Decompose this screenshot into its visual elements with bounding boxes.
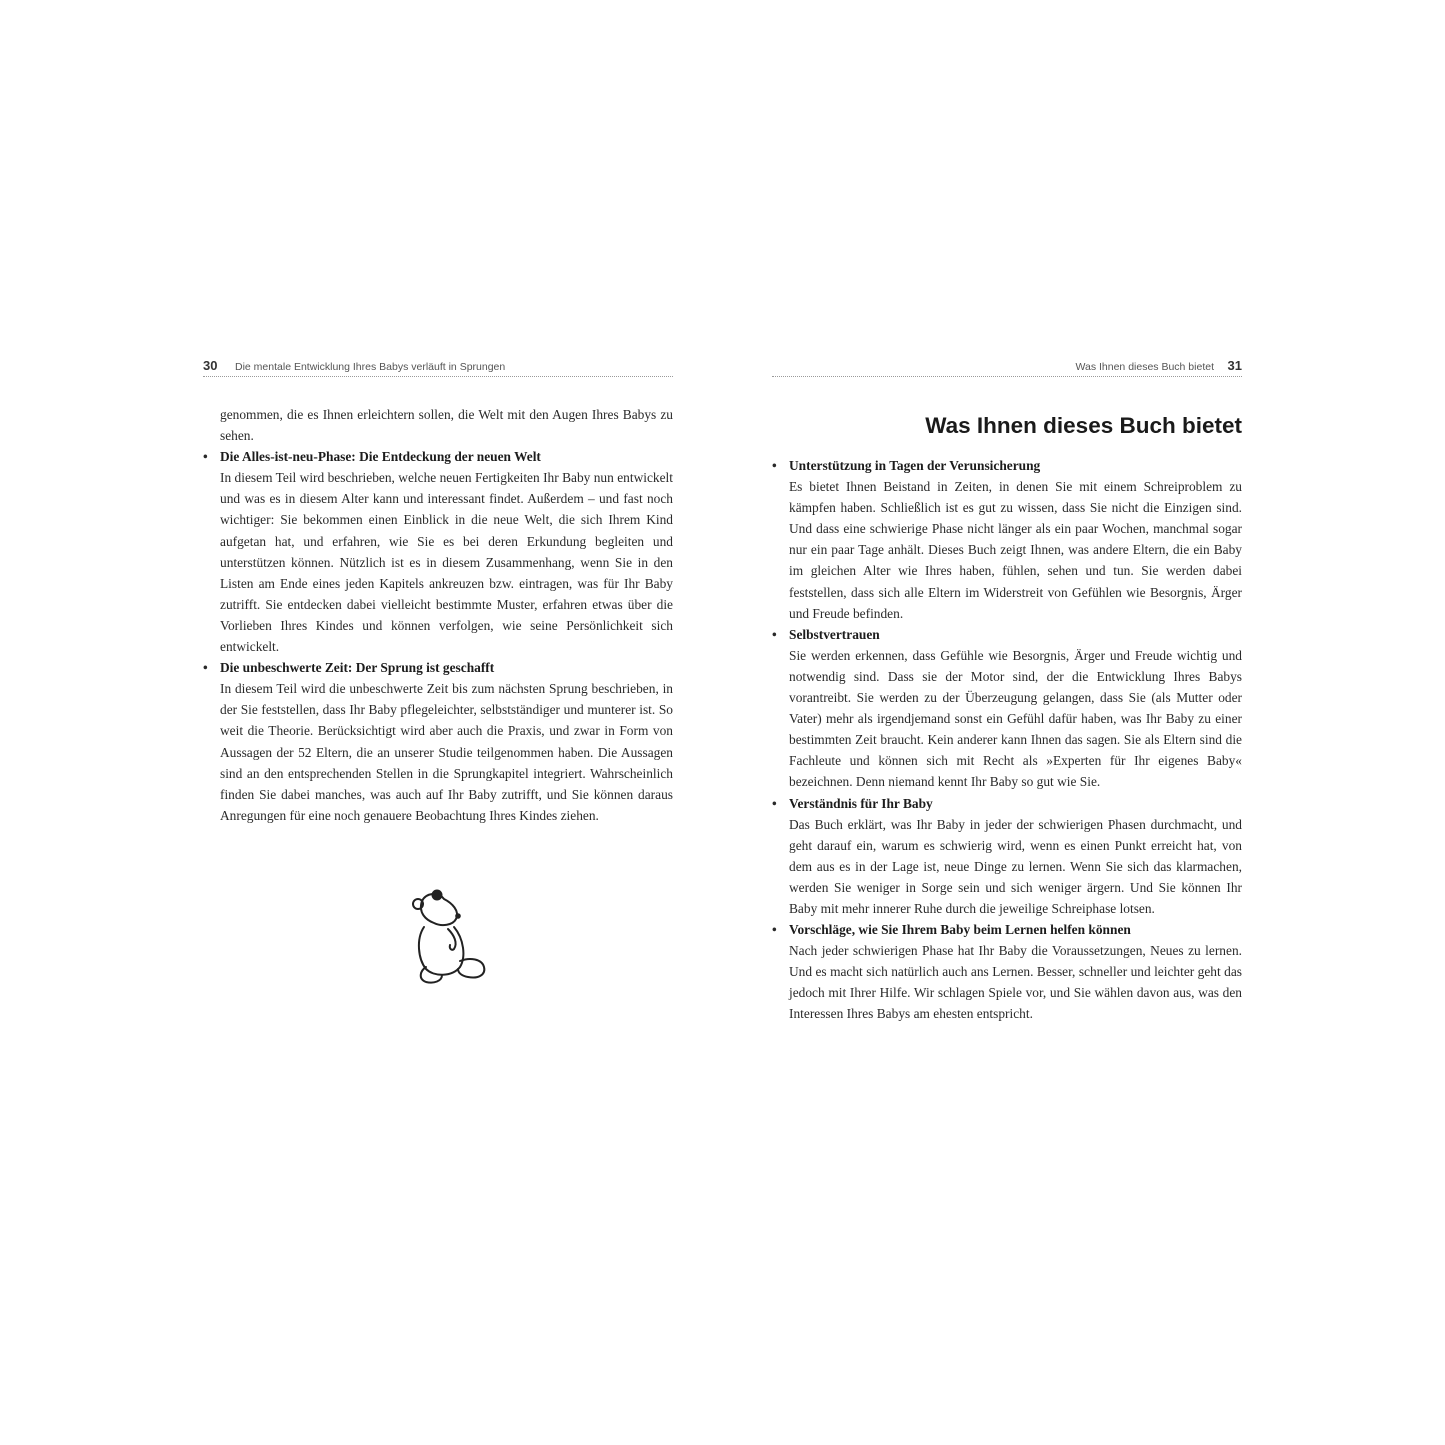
bullet: • (772, 626, 777, 642)
item-title: Unterstützung in Tagen der Verunsicherung (789, 458, 1041, 473)
item-title: Die Alles-ist-neu-Phase: Die Entdeckung der neuen Welt (220, 449, 541, 465)
item-title: Die unbeschwerte Zeit: Der Sprung ist geschafft (220, 660, 495, 676)
running-header-right (772, 356, 1242, 377)
list-item (772, 919, 1242, 1024)
list-item (772, 455, 1242, 624)
list-item (203, 446, 673, 657)
item-text: Nach jeder schwierigen Phase hat Ihr Baby die Voraussetzungen, Neues zu lernen. Und es macht sich natürlich auch ans Lernen. Besser, schneller und leichter geht das jedoch mit Ihrer Hilfe. Wir schlagen Spiele vor, und Sie wählen davon aus, was den Interessen Ihres Babys am ehesten entspricht. (789, 943, 1242, 1022)
page-number: 30 (203, 358, 218, 373)
running-header-left (203, 356, 673, 377)
item-title: Selbstvertrauen (789, 626, 880, 642)
section-heading: Was Ihnen dieses Buch bietet (925, 413, 1242, 438)
item-text: Sie werden erkennen, dass Gefühle wie Besorgnis, Ärger und Freude wichtig und notwendig sind. Dass sie der Motor sind, der die Entwicklung Ihres Babys vorantreibt. Sie werden zu der Überzeugung gelangen, dass Sie (als Mutter oder Vater) mehr als irgendjemand sonst ein Gefühl dafür haben, was Ihr Baby zu einer bestimmten Zeit braucht. Kein anderer kann Ihnen das sagen. Sie als Eltern sind die Fachleute und können sich mit Recht als »Experten für Ihr eigenes Baby« bezeichnen. Denn niemand kennt Ihr Baby so gut wie Sie. (789, 647, 1242, 790)
item-text: Das Buch erklärt, was Ihr Baby in jeder der schwierigen Phasen durchmacht, und geht darauf ein, warum es schwierig wird, wenn es einen Punkt erreicht hat, von dem aus es in der Lage ist, neue Dinge zu lernen. Wenn Sie sich das klarmachen, werden Sie weniger in Sorge sein und sich weniger ärgern. Und Sie können Ihr Baby mit mehr innerer Ruhe durch die jeweilige Schreiphase lotsen. (789, 816, 1242, 916)
list-item (772, 624, 1242, 793)
bullet: • (203, 660, 208, 676)
right-body (772, 455, 1242, 1025)
running-head-text: Die mentale Entwicklung Ihres Babys verläuft in Sprungen (235, 361, 506, 373)
left-body (203, 404, 673, 826)
intro-paragraph: genommen, die es Ihnen erleichtern sollen, die Welt mit den Augen Ihres Babys zu sehen. (220, 407, 673, 444)
left-page (203, 356, 673, 826)
bullet: • (772, 795, 777, 811)
bullet: • (772, 922, 777, 938)
teddy-bear-icon (408, 887, 488, 987)
item-text: In diesem Teil wird die unbeschwerte Zeit bis zum nächsten Sprung beschrieben, in der Sie feststellen, dass Ihr Baby pflegeleichter, selbstständiger und munterer ist. So weit die Theorie. Berücksichtigt wird aber auch die Praxis, und zwar in Form von Aussagen der 52 Eltern, die an unserer Studie teilgenommen haben. Die Aussagen sind an den entsprechenden Stellen in die Sprungkapitel integriert. Wahrscheinlich finden Sie dabei manches, was auch auf Ihr Baby zutrifft, und Sie können daraus Anregungen für eine noch genauere Beobachtung Ihres Kindes ziehen. (220, 681, 673, 823)
item-title: Verständnis für Ihr Baby (789, 795, 933, 811)
item-text: Es bietet Ihnen Beistand in Zeiten, in denen Sie mit einem Schreiproblem zu kämpfen haben. Schließlich ist es gut zu wissen, dass Sie nicht die Einzigen sind. Und dass eine schwierige Phase nicht länger als ein paar Wochen, manchmal sogar nur ein paar Tage anhält. Dieses Buch zeigt Ihnen, was andere Eltern, die ein Baby im gleichen Alter wie Ihres haben, fühlen, sehen und tun. Sie werden dabei feststellen, dass sich alle Eltern im Widerstreit von Gefühlen wie Besorgnis, Ärger und Freude befinden. (789, 479, 1242, 621)
bullet: • (203, 449, 208, 465)
page-number: 31 (1227, 358, 1242, 373)
running-head-text: Was Ihnen dieses Buch bietet (1075, 361, 1214, 373)
bullet: • (772, 458, 777, 473)
right-page (772, 356, 1242, 1025)
item-title: Vorschläge, wie Sie Ihrem Baby beim Lernen helfen können (789, 922, 1131, 938)
item-text: In diesem Teil wird beschrieben, welche neuen Fertigkeiten Ihr Baby nun entwickelt und was es in diesem Alter kann und interessant findet. Außerdem – und fast noch wichtiger: Sie bekommen einen Einblick in die neue Welt, die sich Ihrem Kind aufgetan hat, und erfahren, wie Sie es bei deren Erkundung begleiten und unterstützen können. Nützlich ist es in diesem Zusammenhang, wenn Sie in den Listen am Ende eines jeden Kapitels ankreuzen bzw. eintragen, was für Ihr Baby zutrifft. Sie entdecken dabei vielleicht bestimmte Muster, erfahren etwas über die Vorlieben Ihres Kindes und können verfolgen, wie seine Persönlichkeit sich entwickelt. (220, 470, 673, 655)
list-item (203, 657, 673, 826)
list-item (772, 793, 1242, 920)
